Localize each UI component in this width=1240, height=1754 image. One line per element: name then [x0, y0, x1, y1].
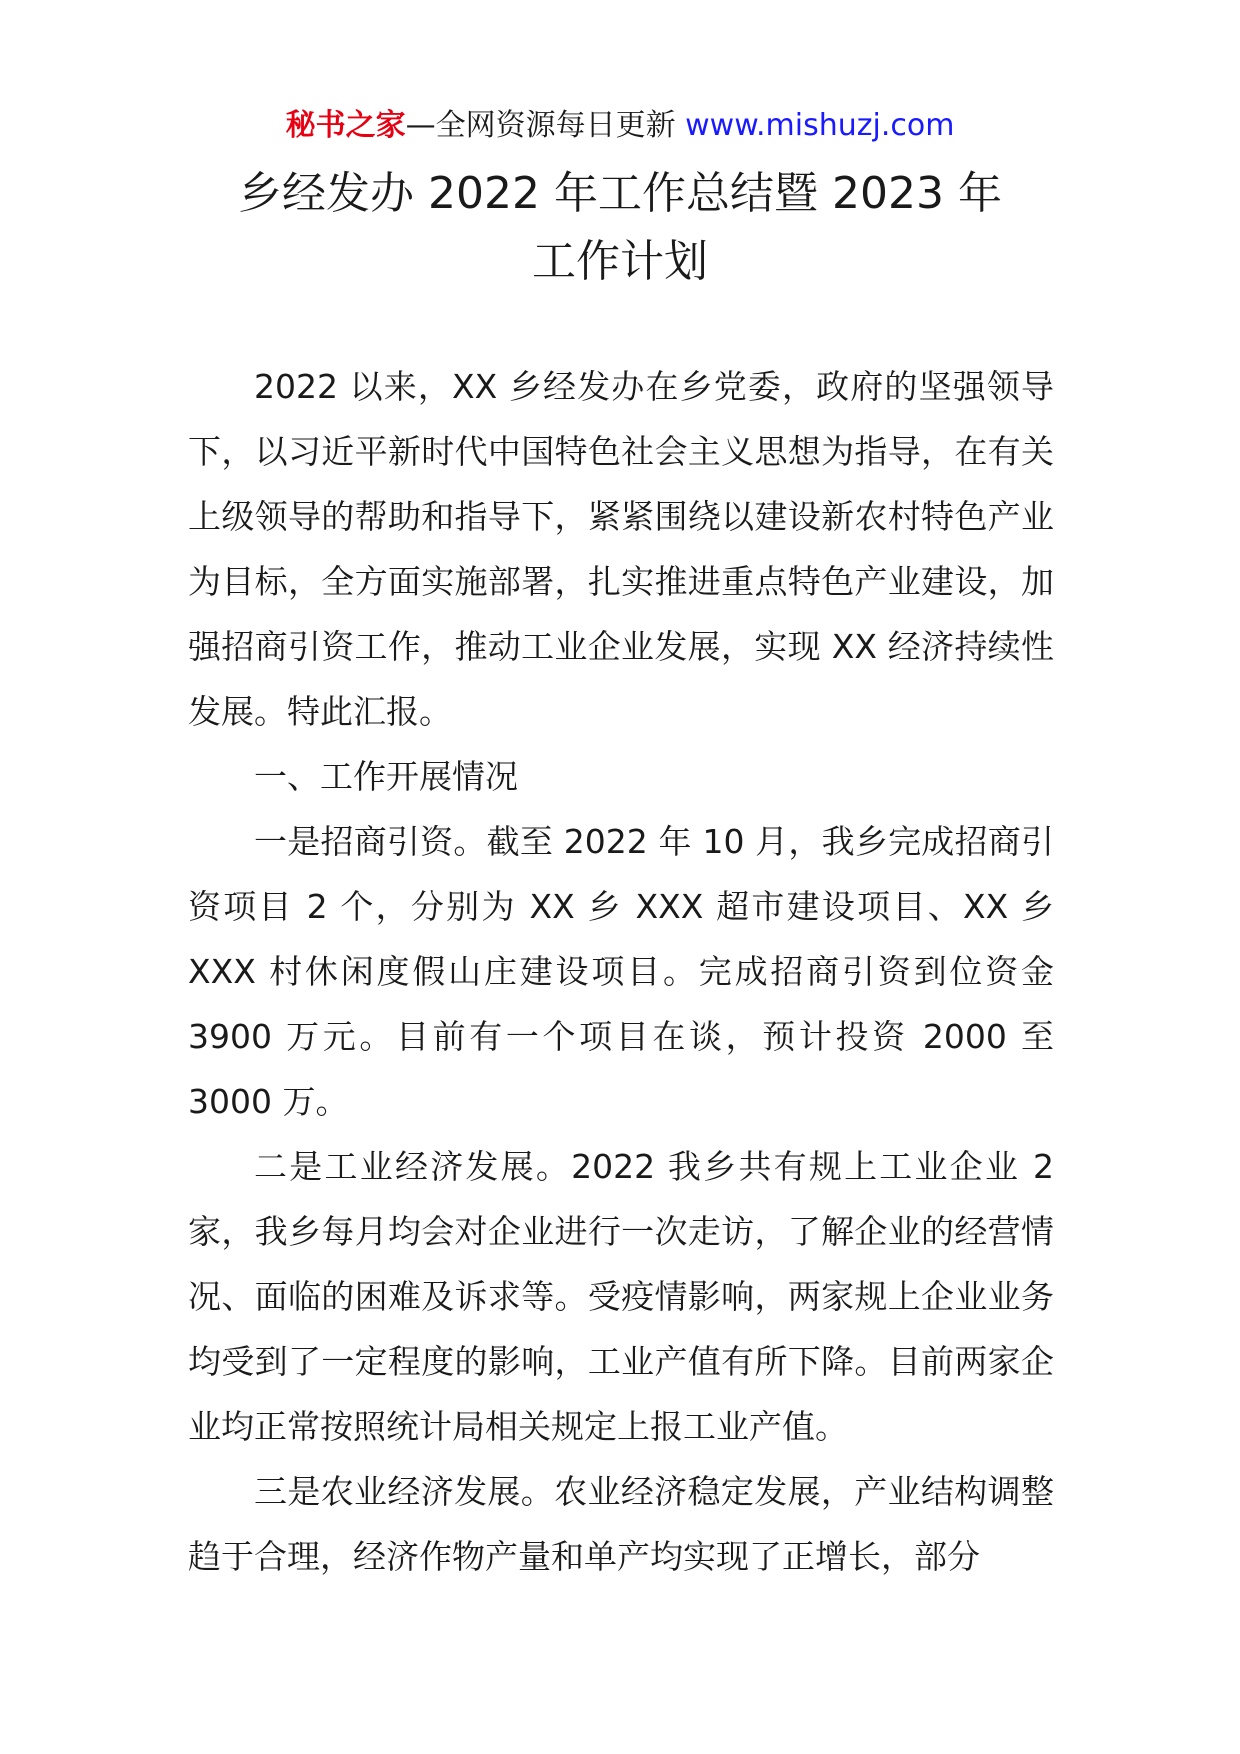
paragraph-investment: 一是招商引资。截至 2022 年 10 月，我乡完成招商引资项目 2 个，分别为 XX 乡 XXX 超市建设项目、XX 乡 XXX 村休闲度假山庄建设项目。完成招商引资到位资金 3900 万元。目前有一个项目在谈，预计投资 2000 至 3000 万。 [188, 822, 1054, 1121]
header-tagline: —全网资源每日更新 [405, 108, 676, 143]
title-line-2: 工作计划 [532, 236, 708, 287]
brand-name: 秘书之家 [285, 108, 406, 143]
site-header [0, 104, 1240, 148]
paragraph-agriculture: 三是农业经济发展。农业经济稳定发展，产业结构调整趋于合理，经济作物产量和单产均实现了正增长，部分 [188, 1472, 1054, 1576]
document-title [0, 160, 1240, 296]
paragraph-intro: 2022 以来，XX 乡经发办在乡党委，政府的坚强领导下，以习近平新时代中国特色社会主义思想为指导，在有关上级领导的帮助和指导下，紧紧围绕以建设新农村特色产业为目标，全方面实施部署，扎实推进重点特色产业建设，加强招商引资工作，推动工业企业发展，实现 XX 经济持续性发展。特此汇报。 [188, 367, 1054, 731]
document-body [188, 354, 1054, 1589]
title-line-1: 乡经发办 2022 年工作总结暨 2023 年 [238, 168, 1002, 219]
site-url-link[interactable]: www.mishuzj.com [685, 108, 955, 143]
paragraph-industry: 二是工业经济发展。2022 我乡共有规上工业企业 2 家，我乡每月均会对企业进行一次走访，了解企业的经营情况、面临的困难及诉求等。受疫情影响，两家规上企业业务均受到了一定程度的影响，工业产值有所下降。目前两家企业均正常按照统计局相关规定上报工业产值。 [188, 1147, 1054, 1446]
section-heading: 一、工作开展情况 [254, 757, 518, 796]
